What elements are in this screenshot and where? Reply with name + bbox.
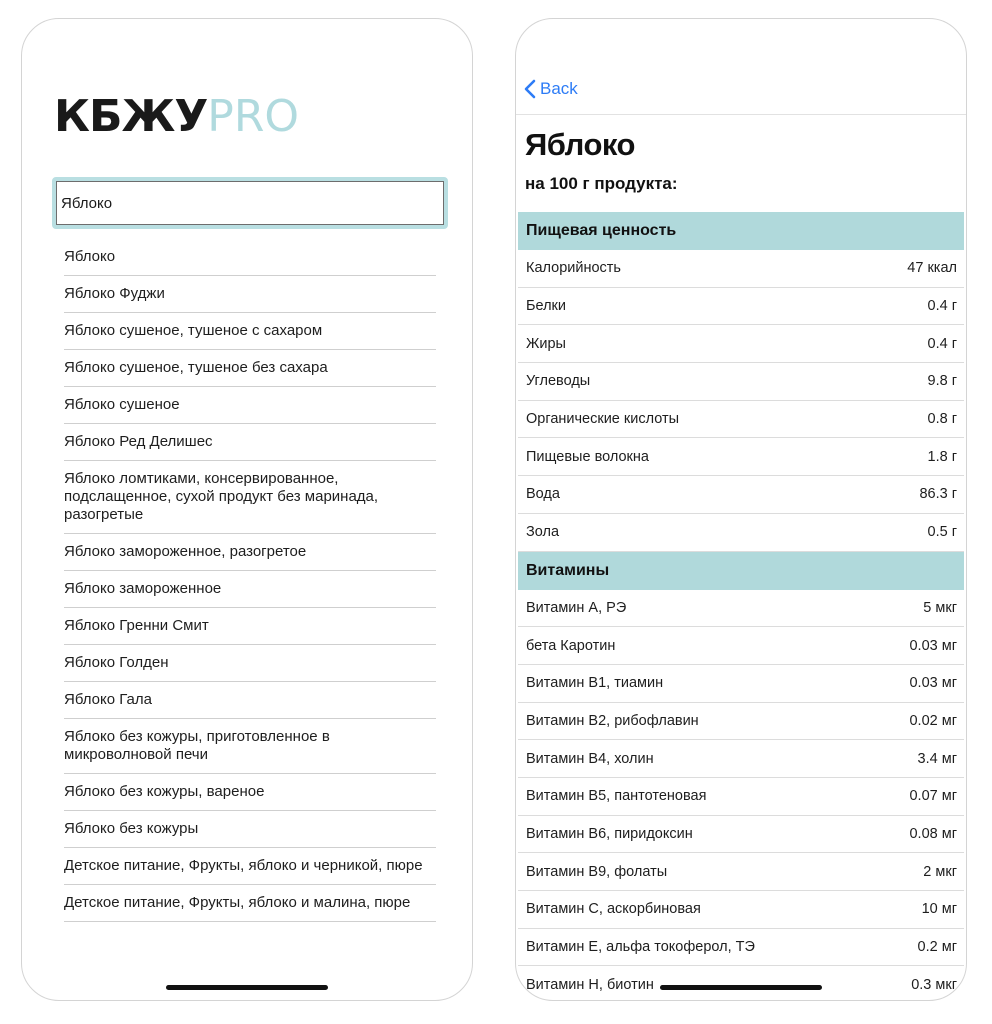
app-logo — [54, 91, 299, 143]
nutrient-row — [518, 590, 964, 628]
back-button[interactable] — [524, 79, 578, 99]
nutrient-name: Витамин В2, рибофлавин — [526, 712, 699, 729]
search-result-item[interactable]: Яблоко сушеное — [64, 387, 436, 424]
search-result-item[interactable]: Яблоко Гренни Смит — [64, 608, 436, 645]
nutrient-value: 1.8 г — [927, 448, 957, 465]
section-header: Витамины — [518, 552, 964, 590]
nutrient-row — [518, 891, 964, 929]
nutrient-name: Жиры — [526, 335, 566, 352]
nutrient-value: 86.3 г — [919, 486, 957, 503]
nutrient-row — [518, 288, 964, 326]
nutrient-value: 0.4 г — [927, 298, 957, 315]
nutrient-value: 0.03 мг — [909, 637, 957, 654]
nutrient-name: Витамин В1, тиамин — [526, 675, 664, 692]
search-result-item[interactable]: Яблоко сушеное, тушеное с сахаром — [64, 313, 436, 350]
nutrient-name: Углеводы — [526, 373, 591, 390]
nutrient-row — [518, 401, 964, 439]
search-result-item[interactable]: Яблоко — [64, 239, 436, 276]
nutrient-row — [518, 816, 964, 854]
search-result-item[interactable]: Яблоко Гала — [64, 682, 436, 719]
nutrient-value: 0.5 г — [927, 524, 957, 541]
search-result-item[interactable]: Яблоко сушеное, тушеное без сахара — [64, 350, 436, 387]
search-result-item[interactable]: Яблоко ломтиками, консервированное, подслащенное, сухой продукт без маринада, разогретые — [64, 461, 436, 534]
nutrient-name: Зола — [526, 524, 560, 541]
search-results-list — [64, 239, 436, 922]
search-screen — [21, 18, 473, 1001]
nutrient-name: Витамин В4, холин — [526, 750, 654, 767]
nutrient-row — [518, 514, 964, 552]
home-indicator[interactable] — [660, 985, 822, 990]
nutrient-row — [518, 853, 964, 891]
nutrient-name: Пищевые волокна — [526, 448, 649, 465]
nutrient-value: 0.8 г — [927, 411, 957, 428]
home-indicator[interactable] — [166, 985, 328, 990]
search-field-wrapper — [52, 177, 448, 229]
product-title: Яблоко — [525, 127, 635, 162]
nutrient-name: Витамин В6, пиридоксин — [526, 825, 693, 842]
nutrient-row — [518, 438, 964, 476]
search-result-item[interactable]: Яблоко замороженное — [64, 571, 436, 608]
nutrient-value: 0.4 г — [927, 335, 957, 352]
nutrient-name: Органические кислоты — [526, 411, 680, 428]
nutrient-value: 47 ккал — [907, 260, 957, 277]
nutrient-value: 0.07 мг — [909, 788, 957, 805]
nutrient-name: Витамин В5, пантотеновая — [526, 788, 707, 805]
search-input[interactable] — [56, 181, 444, 225]
nutrient-name: Вода — [526, 486, 560, 503]
product-subtitle: на 100 г продукта: — [525, 174, 678, 193]
search-result-item[interactable]: Яблоко без кожуры, вареное — [64, 774, 436, 811]
nutrient-value: 0.02 мг — [909, 712, 957, 729]
nutrition-table — [518, 212, 964, 1001]
section-header: Пищевая ценность — [518, 212, 964, 250]
logo-text-accent: PRO — [207, 91, 300, 142]
nav-bar-divider — [516, 114, 966, 115]
nutrient-row — [518, 250, 964, 288]
nutrient-name: Калорийность — [526, 260, 621, 277]
nutrient-value: 0.03 мг — [909, 675, 957, 692]
nutrient-value: 0.2 мг — [917, 939, 957, 956]
nutrient-row — [518, 627, 964, 665]
nutrient-value: 5 мкг — [923, 599, 957, 616]
nutrient-row — [518, 740, 964, 778]
nutrient-row — [518, 703, 964, 741]
nutrient-row — [518, 325, 964, 363]
nutrient-name: Витамин В9, фолаты — [526, 863, 668, 880]
search-result-item[interactable]: Яблоко Фуджи — [64, 276, 436, 313]
nutrient-value: 2 мкг — [923, 863, 957, 880]
nutrient-value: 9.8 г — [927, 373, 957, 390]
nutrient-row — [518, 665, 964, 703]
nutrient-value: 0.3 мкг — [911, 976, 957, 993]
nutrient-value: 3.4 мг — [917, 750, 957, 767]
search-result-item[interactable]: Яблоко Ред Делишес — [64, 424, 436, 461]
search-result-item[interactable]: Яблоко замороженное, разогретое — [64, 534, 436, 571]
search-result-item[interactable]: Яблоко без кожуры — [64, 811, 436, 848]
search-result-item[interactable]: Яблоко без кожуры, приготовленное в микроволновой печи — [64, 719, 436, 774]
nutrient-name: Витамин А, РЭ — [526, 599, 627, 616]
search-result-item[interactable]: Детское питание, Фрукты, яблоко и черникой, пюре — [64, 848, 436, 885]
nutrient-row — [518, 966, 964, 1001]
search-result-item[interactable]: Яблоко Голден — [64, 645, 436, 682]
nutrient-value: 10 мг — [921, 901, 957, 918]
search-result-item[interactable]: Детское питание, Фрукты, яблоко и малина, пюре — [64, 885, 436, 922]
nutrient-row — [518, 778, 964, 816]
nutrient-row — [518, 476, 964, 514]
nutrient-name: Витамин C, аскорбиновая — [526, 901, 701, 918]
back-button-label: Back — [540, 79, 578, 98]
logo-text-primary: КБЖУ — [54, 91, 208, 142]
nutrient-name: Витамин Е, альфа токоферол, ТЭ — [526, 939, 755, 956]
product-detail-screen — [515, 18, 967, 1001]
nutrient-name: бета Каротин — [526, 637, 616, 654]
nutrient-row — [518, 363, 964, 401]
nutrient-name: Белки — [526, 298, 567, 315]
nutrient-value: 0.08 мг — [909, 825, 957, 842]
nutrient-row — [518, 929, 964, 967]
chevron-left-icon — [524, 79, 536, 99]
nutrient-name: Витамин Н, биотин — [526, 976, 654, 993]
